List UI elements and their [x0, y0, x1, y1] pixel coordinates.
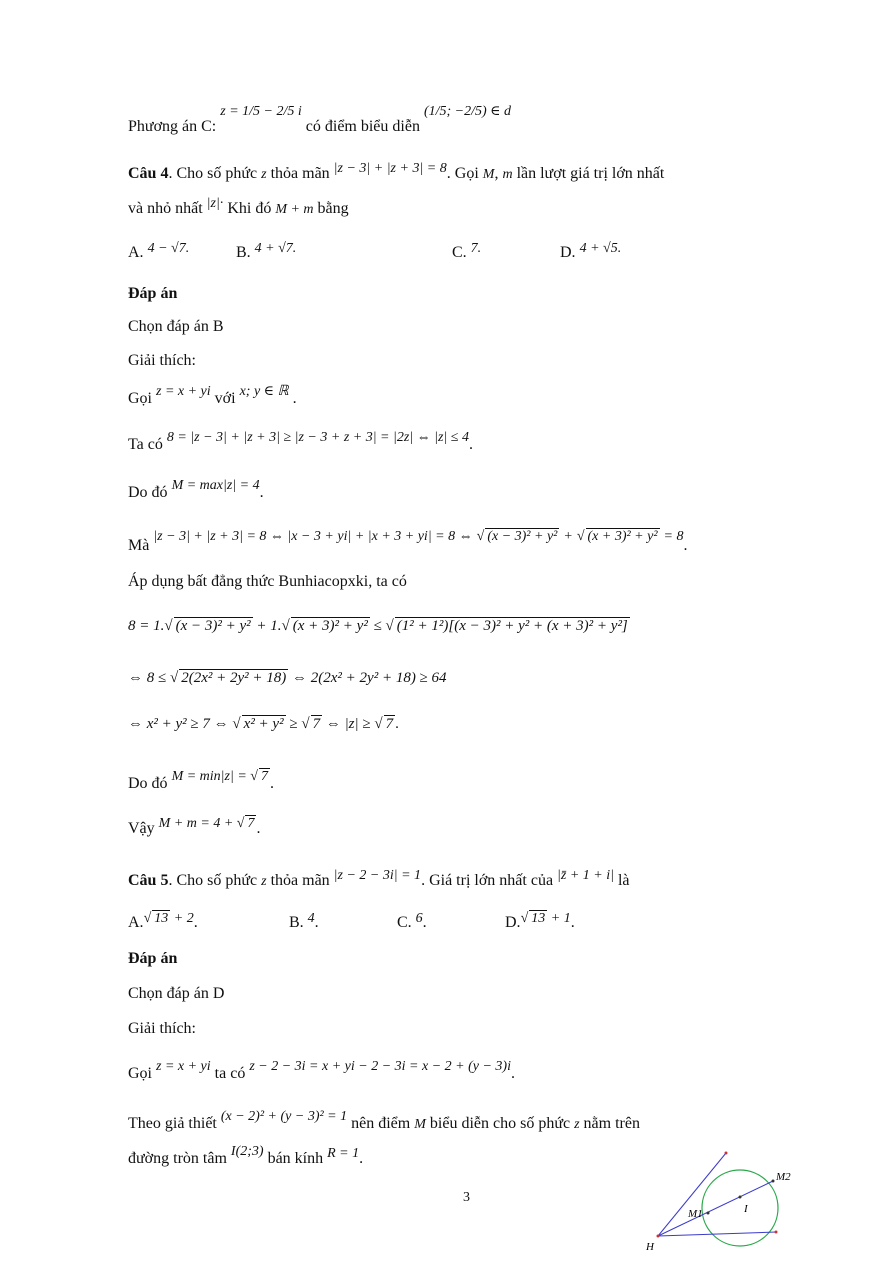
circle-tangent-figure [640, 1145, 800, 1255]
q5-option-d: D.√ 13 + 1. [505, 911, 575, 931]
q4-step-10: Vậy M + m = 4 + √ 7 . [128, 816, 261, 837]
point-h [657, 1235, 660, 1238]
tangent-line-lower [658, 1232, 776, 1236]
point-m2 [772, 1180, 775, 1183]
label-i: I [744, 1203, 748, 1215]
var-m: m [502, 167, 513, 182]
q5-answer: Chọn đáp án D [128, 985, 225, 1002]
question-4-text: lần lượt giá trị lớn nhất [516, 165, 665, 182]
q4-step-3: Do đó M = max|z| = 4. [128, 478, 264, 501]
question-4-line2 [128, 196, 349, 218]
label-m1: M1 [688, 1208, 703, 1220]
q4-step-4: Mà |z − 3| + |z + 3| = 8 ⇔ |x − 3 + yi| + |x + 3 + yi| = 8 ⇔ √ (x − 3)² + y² + √ (x + 3)² + y² = 8. [128, 529, 688, 554]
question-4-line1: Câu 4. Cho số phức z thỏa mãn |z − 3| + |z + 3| = 8. Gọi M, m lần lượt giá trị lớn nhất [128, 161, 665, 182]
page-number: 3 [463, 1190, 470, 1205]
q4-step-1: Gọi z = x + yi với x; y ∈ ℝ . [128, 384, 297, 407]
point-right [775, 1231, 778, 1234]
q5-option-c: C. 6. [397, 911, 427, 931]
point-i [739, 1196, 742, 1199]
question-4-text: . Gọi [446, 165, 479, 182]
q5-option-b: B. 4. [289, 911, 319, 931]
q4-option-a: A. 4 − √7. [128, 241, 190, 261]
q4-answer-heading: Đáp án [128, 285, 178, 302]
question-4-text: . Cho số phức [168, 165, 258, 182]
formula-point: (1/5; −2/5) ∈ d [423, 104, 512, 119]
label-m2: M2 [776, 1171, 791, 1183]
q4-step-7: ⇔ 8 ≤ √ 2(2x² + 2y² + 18) ⇔ 2(2x² + 2y² + 18) ≥ 64 [128, 670, 447, 686]
question-4-title: Câu 4 [128, 165, 169, 182]
question-5-line1: Câu 5. Cho số phức z thỏa mãn |z − 2 − 3i| = 1. Giá trị lớn nhất của |z̄ + 1 + i| là [128, 868, 630, 889]
q5-answer-heading: Đáp án [128, 950, 178, 967]
question-5-condition: |z − 2 − 3i| = 1 [333, 868, 422, 883]
question-5-title: Câu 5 [128, 872, 169, 889]
q5-option-a: A.√ 13 + 2. [128, 911, 198, 931]
question-4-text: Khi đó [227, 200, 272, 217]
point-top [725, 1152, 728, 1155]
var-sum: M + m [275, 202, 314, 217]
q4-answer: Chọn đáp án B [128, 318, 224, 335]
var-M: M [482, 167, 495, 182]
var-z: z [261, 167, 267, 182]
q4-option-c: C. 7. [452, 241, 482, 261]
q5-explain-heading: Giải thích: [128, 1020, 196, 1037]
label-h: H [646, 1241, 654, 1253]
formula-z-value: z = 1/5 − 2/5 i [220, 104, 302, 119]
q5-step-3: đường tròn tâm I(2;3) bán kính R = 1. [128, 1144, 364, 1167]
question-4-text: bằng [317, 200, 349, 217]
q4-step-8: ⇔ x² + y² ≥ 7 ⇔ √ x² + y² ≥ √ 7 ⇔ |z| ≥ √ 7 . [128, 716, 399, 732]
representation-text: có điểm biểu diễn [305, 118, 420, 135]
question-4-condition: |z − 3| + |z + 3| = 8 [333, 161, 447, 176]
q4-step-6: 8 = 1.√ (x − 3)² + y² + 1.√ (x + 3)² + y² ≤ √ (1² + 1²)[(x − 3)² + y² + (x + 3)² + y²] [128, 618, 628, 634]
q4-explain-heading: Giải thích: [128, 352, 196, 369]
q4-step-9: Do đó M = min|z| = √ 7 . [128, 769, 274, 792]
tangent-line-upper [658, 1153, 726, 1236]
line-h-m2 [658, 1181, 773, 1236]
option-c-label: Phương án C: [128, 118, 217, 135]
q4-option-b: B. 4 + √7. [236, 241, 297, 261]
question-5-expression: |z̄ + 1 + i| [557, 868, 614, 883]
q4-option-d: D. 4 + √5. [560, 241, 622, 261]
var-abs-z: |z|· [206, 196, 224, 211]
question-4-text: thỏa mãn [270, 165, 330, 182]
q4-step-5: Áp dụng bất đẳng thức Bunhiacopxki, ta có [128, 573, 407, 590]
option-c-line [128, 104, 512, 136]
question-4-text: và nhỏ nhất [128, 200, 203, 217]
q4-step-2: Ta có 8 = |z − 3| + |z + 3| ≥ |z − 3 + z + 3| = |2z| ⇔ |z| ≤ 4. [128, 430, 473, 453]
q5-step-1: Gọi z = x + yi ta có z − 2 − 3i = x + yi − 2 − 3i = x − 2 + (y − 3)i. [128, 1059, 515, 1082]
q5-step-2: Theo giả thiết (x − 2)² + (y − 3)² = 1 nên điểm M biểu diễn cho số phức z nằm trên [128, 1109, 640, 1132]
point-m1 [707, 1212, 710, 1215]
